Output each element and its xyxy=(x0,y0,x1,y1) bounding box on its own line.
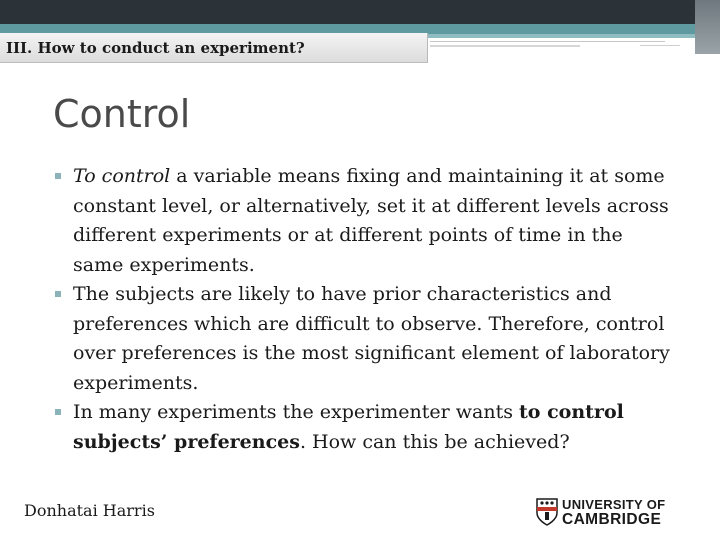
logo-line1: UNIVERSITY OF xyxy=(562,497,666,512)
logo-wordmark xyxy=(562,497,665,527)
bullet-text: . How can this be achieved? xyxy=(299,430,570,453)
right-corner-accent xyxy=(695,0,720,54)
bullet-item xyxy=(55,162,675,280)
bullet-list xyxy=(55,162,675,457)
logo-line2: CAMBRIDGE xyxy=(562,511,662,528)
bullet-item xyxy=(55,280,675,398)
square-bullet-icon xyxy=(55,173,61,179)
bullet-text-bold: to control subjects’ preferences xyxy=(73,401,624,453)
bullet-item xyxy=(55,398,675,457)
square-bullet-icon xyxy=(55,409,61,415)
slide-title: Control xyxy=(53,92,191,136)
header-rule xyxy=(430,45,580,47)
bullet-text: a variable means fixing and maintaining it at some constant level, or alternatively, set it at different levels across different experiments or at different points of time in the same experiments. xyxy=(73,165,669,276)
square-bullet-icon xyxy=(55,291,61,297)
bullet-text: The subjects are likely to have prior characteristics and preferences which are difficult to observe. Therefore, control over preferences is the most significant element of laboratory experiments. xyxy=(73,283,670,394)
bullet-text: In many experiments the experimenter wants xyxy=(73,401,520,423)
section-title: III. How to conduct an experiment? xyxy=(6,39,305,57)
cambridge-shield-icon xyxy=(536,498,558,526)
top-decor-band xyxy=(0,0,720,24)
header-rule xyxy=(640,45,680,46)
header-rule xyxy=(430,41,665,42)
bullet-text-italic: To control xyxy=(73,165,171,187)
author-name: Donhatai Harris xyxy=(24,501,155,520)
university-logo xyxy=(536,495,681,530)
